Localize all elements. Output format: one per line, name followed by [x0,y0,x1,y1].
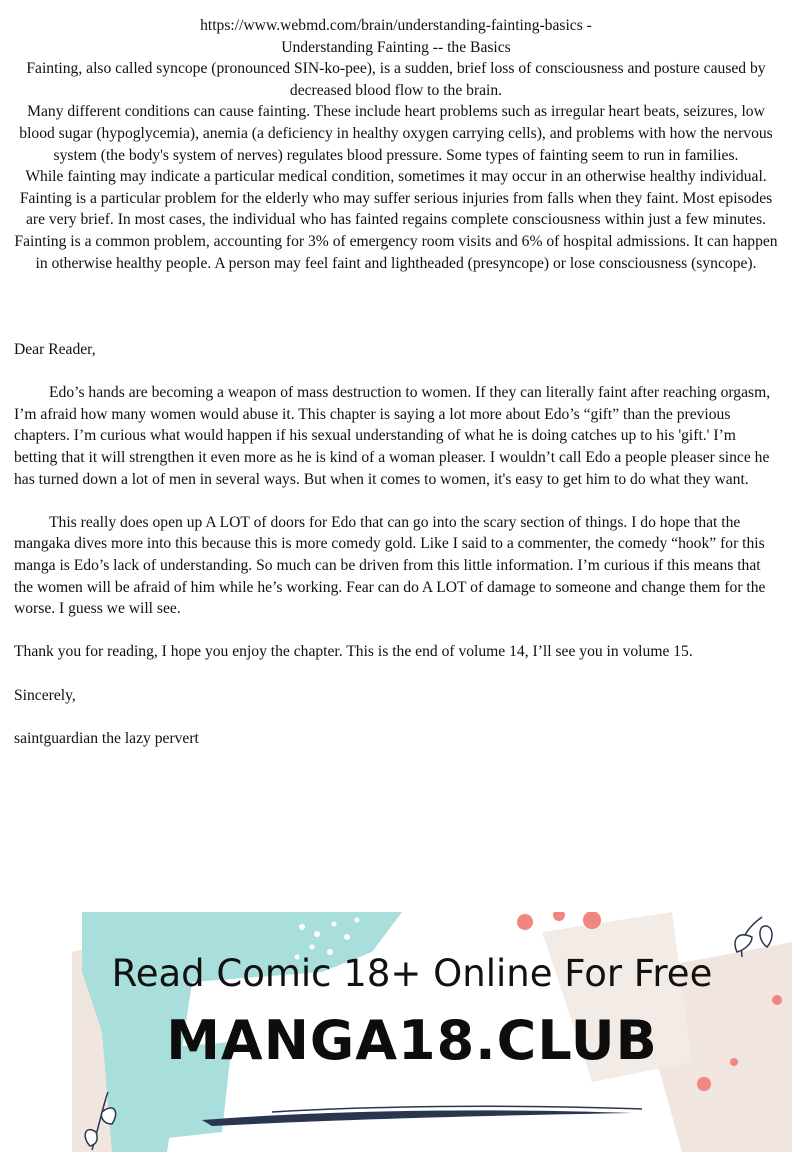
reference-paragraph: While fainting may indicate a particular medical condition, sometimes it may occur in an otherwise healthy individual. Fainting is a particular problem for the elderly who may suffer serious injuries from falls when they faint. Most episodes are very brief. In most cases, the individual who has fainted regains complete consciousness within just a few minutes. [19,168,773,229]
letter-closing: Sincerely, [14,686,76,704]
reference-paragraph: Many different conditions can cause fainting. These include heart problems such as irregular heart beats, seizures, low blood sugar (hypoglycemia), anemia (a deficiency in healthy oxygen carrying cells), and problems with how the nervous system (the body's system of nerves) regulates blood pressure. Some types of fainting seem to run in families. [19,103,773,164]
reference-title: Understanding Fainting -- the Basics [281,38,511,56]
letter-salutation: Dear Reader, [14,341,96,358]
reference-paragraph: Fainting is a common problem, accounting for 3% of emergency room visits and 6% of hospital admissions. It can happen in otherwise healthy people. A person may feel faint and lightheaded (presyncope) or lose consciousness (syncope). [14,232,778,272]
letter-paragraph: Edo’s hands are becoming a weapon of mass destruction to women. If they can literally faint after reaching orgasm, I’m afraid how many women would abuse it. This chapter is saying a lot more about Edo’s “gift” than the previous chapters. I’m curious what would happen if his sexual understanding of what he is doing catches up to his 'gift.' I’m betting that it will strengthen it even more as he is kind of a woman pleaser. I wouldn’t call Edo a people pleaser since he has turned down a lot of men in several ways. But when it comes to women, it's easy to get him to do what they want. [14,384,771,488]
reference-paragraph: Fainting, also called syncope (pronounced SIN-ko-pee), is a sudden, brief loss of consciousness and posture caused by decreased blood flow to the brain. [26,60,766,99]
letter-paragraph: This really does open up A LOT of doors for Edo that can go into the scary section of things. I do hope that the mangaka dives more into this because this is more comedy gold. Like I said to a commenter, the comedy “hook” for this manga is Edo’s lack of understanding. So much can be driven from this little information. I’m curious if this means that the women will be afraid of him while he’s working. Fear can do A LOT of damage to someone and change them for the worse. I guess we will see. [14,513,766,618]
banner-site-link[interactable]: MANGA18.CLUB [166,1009,658,1072]
brush-underline [202,1110,632,1126]
letter-paragraph: Thank you for reading, I hope you enjoy the chapter. This is the end of volume 14, I’ll see you in volume 15. [14,643,693,661]
source-url: https://www.webmd.com/brain/understanding-fainting-basics - [200,17,592,34]
letter-signature: saintguardian the lazy pervert [14,729,199,747]
reference-block [11,0,781,274]
promo-banner[interactable] [72,912,792,1152]
banner-tagline[interactable]: Read Comic 18+ Online For Free [111,952,713,995]
translator-letter [14,339,782,749]
